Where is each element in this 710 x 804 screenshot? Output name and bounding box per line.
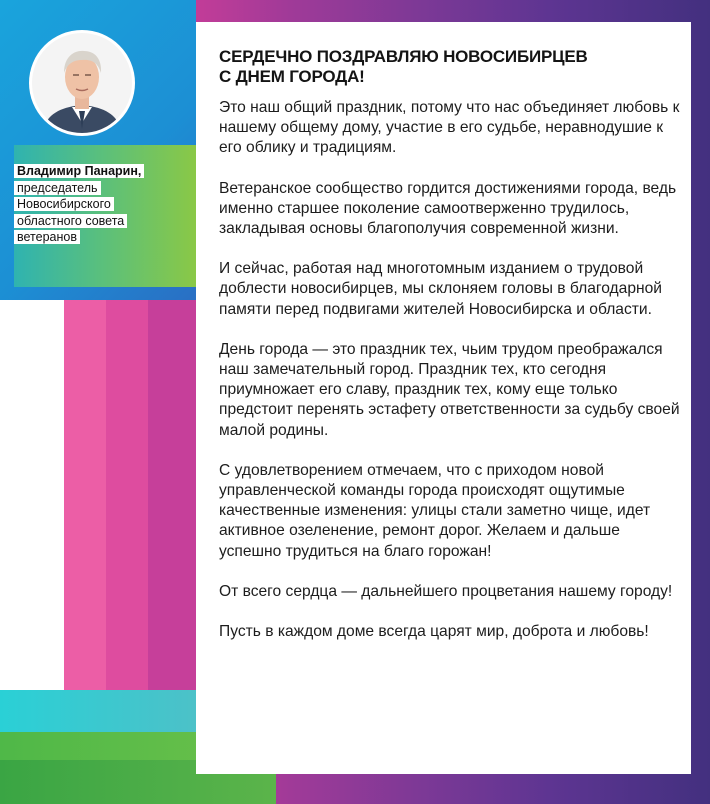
- paragraph: Ветеранское сообщество гордится достижениями города, ведь именно старшее поколение самоотверженно трудилось, закладывая основы благополучия современной жизни.: [219, 179, 677, 238]
- author-role-line-2: Новосибирского: [14, 197, 114, 211]
- portrait-image: [32, 33, 132, 133]
- author-role-line-1: председатель: [14, 181, 101, 195]
- paragraph: И сейчас, работая над многотомным изданием о трудовой доблести новосибирцев, мы склоняем головы в благодарной памяти перед подвигами жителей Новосибирска и области.: [219, 260, 662, 318]
- paragraph: День города — это праздник тех, чьим трудом преображался наш замечательный город. Праздник тех, кто сегодня приумножает его славу, праздник тех, кому еще только предстоит перенять эстафету ответственности за судьбу своей малой родины.: [219, 340, 680, 439]
- author-caption: [14, 163, 174, 246]
- teal-bottom-stripe: [0, 690, 196, 732]
- author-role-line-3: областного совета: [14, 214, 127, 228]
- paragraph: Это наш общий праздник, потому что нас объединяет любовь к нашему общему дому, участие в его судьбе, неравнодушие к его облику и традициям.: [219, 99, 680, 157]
- title-line-2: С ДНЕМ ГОРОДА!: [219, 67, 365, 86]
- author-name: Владимир Панарин,: [14, 164, 144, 178]
- title-line-1: СЕРДЕЧНО ПОЗДРАВЛЯЮ НОВОСИБИРЦЕВ: [219, 47, 588, 66]
- author-portrait: [32, 33, 132, 133]
- paragraph: С удовлетворением отмечаем, что с приходом новой управленческой команды города происходят ощутимые качественные изменения: улицы стали заметно чище, идет активное озеленение, ремонт дорог. Желаем и дальше успешно трудиться на благо горожан!: [219, 461, 651, 560]
- greeting-card: [196, 22, 691, 774]
- paragraph: Пусть в каждом доме всегда царят мир, доброта и любовь!: [219, 623, 649, 641]
- article-title: [219, 47, 679, 87]
- paragraph: От всего сердца — дальнейшего процветания нашему городу!: [219, 582, 673, 600]
- author-role-line-4: ветеранов: [14, 230, 80, 244]
- article-body: [219, 98, 684, 662]
